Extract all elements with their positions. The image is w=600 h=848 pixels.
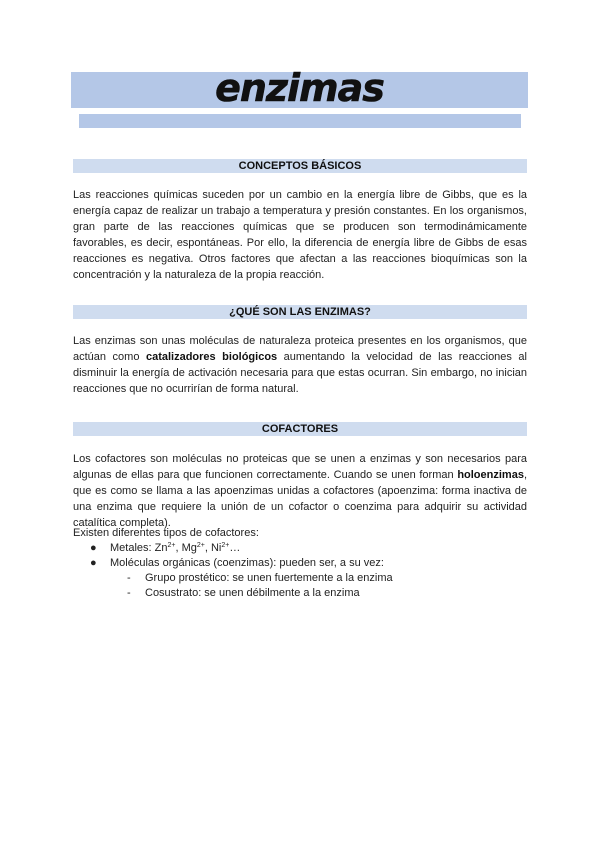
- list-item-metals: [73, 541, 527, 556]
- page-title: enzimas: [215, 66, 384, 110]
- types-intro: [73, 526, 527, 541]
- title-band: [71, 66, 528, 110]
- ellipsis: …: [229, 542, 241, 554]
- sublist-item-prostetico: [73, 571, 527, 586]
- separator: ,: [175, 542, 182, 554]
- para-text: aumentando la velocidad de las reacciones al disminuir la energía de activación necesaria para que estas ocurran. Sin embargo, no inician reacciones que no ocurrirían de forma natural.: [73, 351, 527, 395]
- metals-prefix: Metales:: [110, 542, 155, 554]
- sublist-item-cosustrato: [73, 586, 527, 601]
- zinc: Zn: [154, 542, 168, 554]
- para-text: Los cofactores son moléculas no proteicas que se unen a enzimas y son necesarios para algunas de ellas para que funcionen correctamente. Cuando se unen forman: [73, 453, 527, 481]
- bold-term: holoenzimas: [457, 469, 524, 481]
- separator: ,: [204, 542, 211, 554]
- bullet-icon: ●: [90, 557, 97, 569]
- metals-text: [110, 541, 240, 556]
- bullet-icon: ●: [90, 542, 97, 554]
- paragraph-cofactores: [73, 451, 527, 531]
- organic-text: Moléculas orgánicas (coenzimas): pueden ser, a su vez:: [110, 557, 384, 569]
- section-heading-cofactores: COFACTORES: [73, 422, 527, 436]
- zinc-charge: 2+: [167, 542, 176, 549]
- dash-icon: -: [127, 572, 131, 584]
- para-text: Las enzimas son unas moléculas de naturaleza proteica presentes en los organismos, que actúan como: [73, 335, 527, 363]
- nickel: Ni: [210, 542, 222, 554]
- para-text: , que es como se llama a las apoenzimas unidas a cofactores (apoenzima: forma inactiva de una enzima que requiere la unión de un cofactor o coenzima para adquirir su actividad catalítica completa).: [73, 469, 527, 529]
- section-heading-conceptos: CONCEPTOS BÁSICOS: [73, 159, 527, 173]
- title-underline-band: [79, 114, 521, 128]
- magnesium: Mg: [181, 542, 197, 554]
- cofactor-types-list: [73, 526, 527, 601]
- paragraph-que-son: [73, 333, 527, 397]
- dash-icon: -: [127, 587, 131, 599]
- subitem-text: Grupo prostético: se unen fuertemente a la enzima: [145, 572, 393, 584]
- list-item-organic: [73, 556, 527, 571]
- nickel-charge: 2+: [221, 542, 230, 549]
- types-intro-text: Existen diferentes tipos de cofactores:: [73, 527, 259, 539]
- magnesium-charge: 2+: [196, 542, 205, 549]
- bold-term: catalizadores biológicos: [145, 351, 278, 363]
- subitem-text: Cosustrato: se unen débilmente a la enzima: [145, 587, 360, 599]
- paragraph-conceptos: Las reacciones químicas suceden por un cambio en la energía libre de Gibbs, que es la energía capaz de realizar un trabajo a temperatura y presión constantes. En los organismos, gran parte de las reacciones químicas que se producen son termodinámicamente favorables, es decir, espontáneas. Por ello, la diferencia de energía libre de Gibbs de esas reacciones es negativa. Otros factores que afectan a las reacciones bioquímicas son la concentración y la naturaleza de la propia reacción.: [73, 189, 527, 281]
- section-heading-que-son: ¿QUÉ SON LAS ENZIMAS?: [73, 305, 527, 319]
